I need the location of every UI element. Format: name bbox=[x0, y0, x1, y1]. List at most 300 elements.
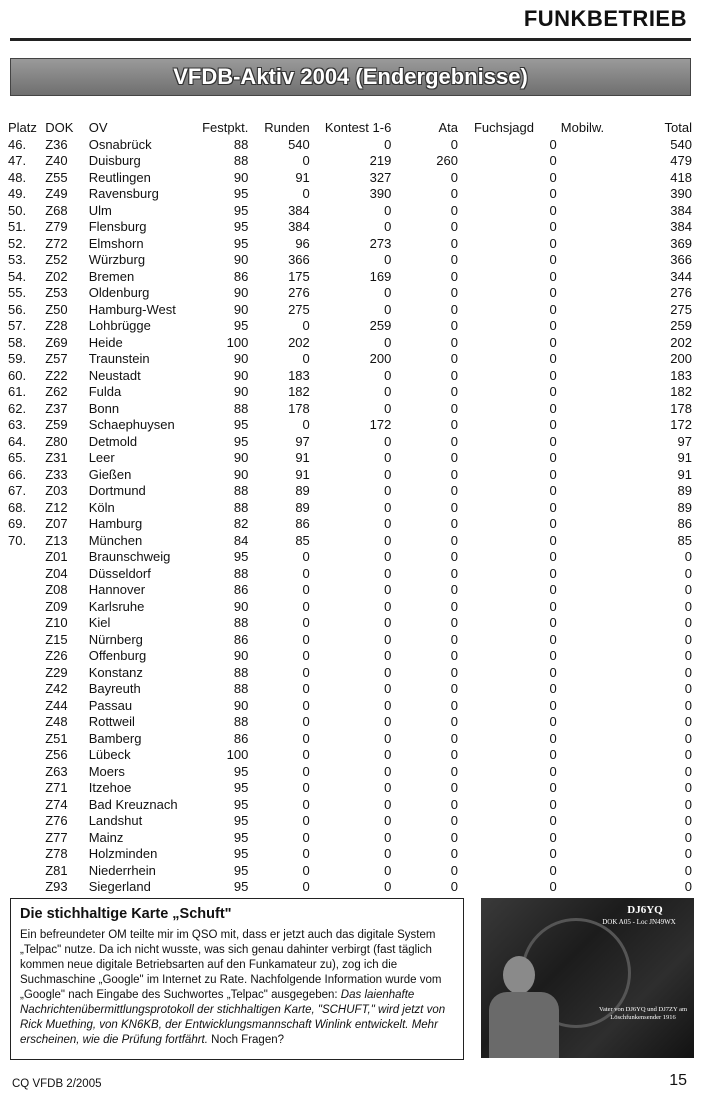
photo-callsign: DJ6YQ bbox=[627, 904, 663, 916]
cell-ata: 0 bbox=[450, 730, 458, 746]
cell-runden: 275 bbox=[288, 301, 310, 317]
cell-festpkt: 88 bbox=[233, 681, 249, 696]
cell-runden: 0 bbox=[302, 714, 310, 729]
cell-ov: Dortmund bbox=[88, 483, 146, 498]
cell-festpkt: 90 bbox=[233, 648, 249, 663]
cell-kontest: 0 bbox=[384, 400, 392, 416]
cell-ov: Reutlingen bbox=[88, 169, 151, 185]
cell-kontest: 0 bbox=[384, 219, 392, 234]
table-row bbox=[8, 285, 692, 302]
cell-kontest: 0 bbox=[384, 433, 392, 449]
cell-platz bbox=[8, 797, 45, 814]
cell-platz: 51. bbox=[8, 219, 27, 234]
cell-platz bbox=[8, 714, 45, 731]
cell-mobilw bbox=[557, 500, 627, 517]
person-body-shape bbox=[489, 992, 559, 1058]
cell-ov: Bremen bbox=[88, 268, 135, 284]
cell-dok: Z57 bbox=[45, 351, 68, 366]
cell-runden: 366 bbox=[288, 252, 310, 267]
cell-fuchsjagd: 0 bbox=[549, 664, 557, 680]
cell-ata: 0 bbox=[450, 400, 458, 416]
cell-platz: 48. bbox=[8, 169, 27, 185]
cell-ata: 0 bbox=[450, 879, 458, 894]
table-row bbox=[8, 665, 692, 682]
cell-festpkt: 95 bbox=[233, 780, 249, 795]
cell-platz: 69. bbox=[8, 516, 27, 531]
cell-mobilw bbox=[557, 302, 627, 319]
cell-dok: Z56 bbox=[45, 747, 68, 762]
cell-ata: 0 bbox=[450, 384, 458, 399]
cell-dok: Z72 bbox=[45, 235, 68, 251]
cell-festpkt: 88 bbox=[233, 664, 249, 680]
cell-ov: Düsseldorf bbox=[88, 565, 151, 581]
cell-mobilw bbox=[557, 846, 627, 863]
cell-runden: 0 bbox=[302, 846, 310, 861]
cell-fuchsjagd: 0 bbox=[549, 450, 557, 465]
cell-festpkt: 90 bbox=[233, 252, 249, 267]
cell-total: 0 bbox=[684, 862, 692, 878]
cell-festpkt: 95 bbox=[233, 862, 249, 878]
cell-mobilw bbox=[557, 665, 627, 682]
cell-mobilw bbox=[557, 351, 627, 368]
cell-dok: Z33 bbox=[45, 466, 68, 482]
cell-dok: Z68 bbox=[45, 202, 68, 218]
cell-ov: München bbox=[88, 532, 143, 548]
cell-total: 0 bbox=[684, 697, 692, 713]
cell-mobilw bbox=[557, 252, 627, 269]
cell-ata: 0 bbox=[450, 169, 458, 185]
cell-total: 0 bbox=[684, 780, 692, 795]
table-row bbox=[8, 714, 692, 731]
cell-total: 384 bbox=[670, 219, 692, 234]
cell-total: 97 bbox=[677, 433, 692, 449]
table-row bbox=[8, 302, 692, 319]
cell-kontest: 0 bbox=[384, 598, 392, 614]
cell-runden: 0 bbox=[302, 796, 310, 812]
cell-ata: 0 bbox=[450, 747, 458, 762]
cell-ov: Duisburg bbox=[88, 153, 141, 168]
column-header-fuchsjagd: Fuchsjagd bbox=[473, 120, 534, 135]
cell-dok: Z09 bbox=[45, 598, 68, 614]
table-row bbox=[8, 599, 692, 616]
cell-ata: 0 bbox=[450, 466, 458, 482]
cell-runden: 0 bbox=[302, 351, 310, 366]
cell-platz bbox=[8, 566, 45, 583]
header-rule bbox=[10, 38, 691, 41]
cell-mobilw bbox=[557, 516, 627, 533]
cell-kontest: 0 bbox=[384, 763, 392, 779]
cell-total: 0 bbox=[684, 796, 692, 812]
cell-festpkt: 95 bbox=[233, 813, 249, 828]
cell-fuchsjagd: 0 bbox=[549, 648, 557, 663]
table-row bbox=[8, 681, 692, 698]
cell-festpkt: 84 bbox=[233, 532, 249, 548]
cell-mobilw bbox=[557, 615, 627, 632]
cell-festpkt: 95 bbox=[233, 879, 249, 894]
cell-ov: Moers bbox=[88, 763, 125, 779]
table-row bbox=[8, 500, 692, 517]
cell-platz: 65. bbox=[8, 450, 27, 465]
cell-mobilw bbox=[557, 219, 627, 236]
table-row bbox=[8, 615, 692, 632]
section-title: FUNKBETRIEB bbox=[523, 6, 687, 31]
cell-runden: 0 bbox=[302, 747, 310, 762]
cell-mobilw bbox=[557, 368, 627, 385]
cell-ov: Niederrhein bbox=[88, 862, 156, 878]
cell-total: 0 bbox=[684, 565, 692, 581]
cell-total: 91 bbox=[677, 450, 692, 465]
cell-platz bbox=[8, 764, 45, 781]
cell-total: 0 bbox=[684, 730, 692, 746]
column-header-mobilw: Mobilw. bbox=[560, 120, 605, 135]
cell-dok: Z29 bbox=[45, 664, 68, 680]
cell-total: 85 bbox=[677, 532, 692, 548]
cell-mobilw bbox=[557, 599, 627, 616]
cell-kontest: 390 bbox=[369, 186, 392, 201]
table-row bbox=[8, 830, 692, 847]
cell-kontest: 0 bbox=[384, 301, 392, 317]
table-row bbox=[8, 417, 692, 434]
table-row bbox=[8, 549, 692, 566]
cell-ata: 0 bbox=[450, 829, 458, 845]
cell-total: 0 bbox=[684, 747, 692, 762]
cell-mobilw bbox=[557, 170, 627, 187]
table-row bbox=[8, 219, 692, 236]
cell-fuchsjagd: 0 bbox=[549, 714, 557, 729]
cell-runden: 0 bbox=[302, 565, 310, 581]
cell-dok: Z55 bbox=[45, 169, 68, 185]
cell-ata: 0 bbox=[450, 796, 458, 812]
cell-platz bbox=[8, 813, 45, 830]
cell-kontest: 0 bbox=[384, 714, 392, 729]
cell-ata: 0 bbox=[450, 367, 458, 383]
cell-mobilw bbox=[557, 747, 627, 764]
cell-platz: 59. bbox=[8, 351, 27, 366]
column-header-dok: DOK bbox=[45, 120, 74, 135]
cell-runden: 86 bbox=[295, 516, 310, 531]
table-row bbox=[8, 269, 692, 286]
cell-ov: Neustadt bbox=[88, 367, 141, 383]
cell-dok: Z31 bbox=[45, 450, 68, 465]
cell-kontest: 0 bbox=[384, 285, 392, 300]
cell-runden: 91 bbox=[295, 450, 310, 465]
cell-runden: 0 bbox=[302, 582, 310, 597]
table-row bbox=[8, 747, 692, 764]
cell-runden: 96 bbox=[295, 235, 310, 251]
cell-ov: Holzminden bbox=[88, 846, 158, 861]
cell-mobilw bbox=[557, 384, 627, 401]
cell-kontest: 273 bbox=[369, 235, 392, 251]
cell-total: 384 bbox=[670, 202, 692, 218]
cell-ata: 0 bbox=[450, 532, 458, 548]
cell-platz bbox=[8, 830, 45, 847]
cell-fuchsjagd: 0 bbox=[549, 285, 557, 300]
column-header-ov: OV bbox=[88, 120, 108, 135]
cell-kontest: 0 bbox=[384, 136, 392, 152]
cell-total: 276 bbox=[670, 285, 692, 300]
cell-runden: 0 bbox=[302, 615, 310, 630]
cell-kontest: 0 bbox=[384, 450, 392, 465]
cell-runden: 0 bbox=[302, 549, 310, 564]
cell-festpkt: 90 bbox=[233, 367, 249, 383]
cell-platz: 70. bbox=[8, 532, 27, 548]
cell-total: 418 bbox=[670, 169, 692, 185]
cell-kontest: 0 bbox=[384, 829, 392, 845]
cell-total: 182 bbox=[670, 384, 692, 399]
cell-platz: 67. bbox=[8, 483, 27, 498]
article-text-normal: Ein befreundeter OM teilte mir im QSO mit, dass er jetzt auch das digitale System „Telpac" nutze. Da ich nicht wusste, was sich genau dahinter verbirgt (fast täglich kommen neue digitale Betriebsarten auf den Funkamateur zu), zog ich die Suchmaschine „Google" im Internet zu Rate. Nachfolgende Information wurde vom „Google" nach Eingabe des Suchwortes „Telpac" ausgegeben: bbox=[20, 929, 442, 1001]
table-row bbox=[8, 384, 692, 401]
cell-fuchsjagd: 0 bbox=[549, 153, 557, 168]
table-row bbox=[8, 731, 692, 748]
cell-ata: 0 bbox=[450, 664, 458, 680]
cell-runden: 91 bbox=[295, 169, 310, 185]
cell-runden: 0 bbox=[302, 598, 310, 614]
cell-ov: Ravensburg bbox=[88, 186, 159, 201]
footer-publication: CQ VFDB 2/2005 bbox=[12, 1078, 102, 1090]
cell-kontest: 259 bbox=[369, 318, 392, 333]
cell-dok: Z62 bbox=[45, 384, 68, 399]
cell-platz: 58. bbox=[8, 334, 27, 350]
cell-dok: Z04 bbox=[45, 565, 68, 581]
article-text-end: Noch Fragen? bbox=[207, 1034, 285, 1046]
cell-total: 0 bbox=[684, 582, 692, 597]
cell-runden: 0 bbox=[302, 730, 310, 746]
cell-kontest: 0 bbox=[384, 252, 392, 267]
cell-fuchsjagd: 0 bbox=[549, 565, 557, 581]
cell-festpkt: 86 bbox=[233, 268, 249, 284]
cell-festpkt: 90 bbox=[233, 450, 249, 465]
cell-fuchsjagd: 0 bbox=[549, 499, 557, 515]
table-row bbox=[8, 401, 692, 418]
cell-fuchsjagd: 0 bbox=[549, 681, 557, 696]
cell-total: 344 bbox=[670, 268, 692, 284]
cell-kontest: 0 bbox=[384, 516, 392, 531]
cell-ata: 0 bbox=[450, 780, 458, 795]
cell-ov: Leer bbox=[88, 450, 115, 465]
table-row bbox=[8, 813, 692, 830]
table-row bbox=[8, 582, 692, 599]
cell-platz bbox=[8, 780, 45, 797]
table-row bbox=[8, 335, 692, 352]
cell-dok: Z44 bbox=[45, 697, 68, 713]
cell-festpkt: 95 bbox=[233, 549, 249, 564]
cell-dok: Z15 bbox=[45, 631, 68, 647]
table-row bbox=[8, 797, 692, 814]
cell-festpkt: 90 bbox=[233, 285, 249, 300]
cell-kontest: 0 bbox=[384, 879, 392, 894]
cell-ov: Würzburg bbox=[88, 252, 146, 267]
cell-ov: Kiel bbox=[88, 615, 111, 630]
cell-fuchsjagd: 0 bbox=[549, 417, 557, 432]
cell-ov: Bayreuth bbox=[88, 681, 141, 696]
cell-runden: 384 bbox=[288, 202, 310, 218]
photo-subline: DOK A05 - Loc JN49WX bbox=[602, 918, 676, 926]
cell-ov: Gießen bbox=[88, 466, 132, 482]
cell-festpkt: 100 bbox=[226, 334, 249, 350]
cell-ov: Lübeck bbox=[88, 747, 131, 762]
cell-fuchsjagd: 0 bbox=[549, 730, 557, 746]
article-title: Die stichhaltige Karte „Schuft" bbox=[20, 906, 232, 922]
cell-mobilw bbox=[557, 401, 627, 418]
cell-platz bbox=[8, 863, 45, 880]
cell-fuchsjagd: 0 bbox=[549, 301, 557, 317]
table-row bbox=[8, 318, 692, 335]
cell-platz bbox=[8, 648, 45, 665]
table-row bbox=[8, 186, 692, 203]
cell-dok: Z37 bbox=[45, 400, 68, 416]
cell-fuchsjagd: 0 bbox=[549, 631, 557, 647]
cell-runden: 0 bbox=[302, 153, 310, 168]
cell-dok: Z42 bbox=[45, 681, 68, 696]
cell-kontest: 0 bbox=[384, 730, 392, 746]
cell-mobilw bbox=[557, 830, 627, 847]
cell-platz bbox=[8, 747, 45, 764]
cell-festpkt: 95 bbox=[233, 186, 249, 201]
cell-dok: Z12 bbox=[45, 499, 68, 515]
cell-runden: 0 bbox=[302, 813, 310, 828]
cell-festpkt: 90 bbox=[233, 351, 249, 366]
table-row bbox=[8, 203, 692, 220]
cell-kontest: 0 bbox=[384, 796, 392, 812]
cell-platz: 46. bbox=[8, 136, 27, 152]
cell-festpkt: 88 bbox=[233, 565, 249, 581]
cell-festpkt: 90 bbox=[233, 466, 249, 482]
cell-festpkt: 90 bbox=[233, 384, 249, 399]
cell-kontest: 0 bbox=[384, 565, 392, 581]
cell-ata: 0 bbox=[450, 714, 458, 729]
cell-total: 86 bbox=[677, 516, 692, 531]
table-row bbox=[8, 764, 692, 781]
cell-festpkt: 88 bbox=[233, 400, 249, 416]
cell-mobilw bbox=[557, 285, 627, 302]
cell-mobilw bbox=[557, 731, 627, 748]
cell-total: 0 bbox=[684, 631, 692, 647]
cell-mobilw bbox=[557, 813, 627, 830]
column-header-kontest: Kontest 1-6 bbox=[324, 120, 392, 135]
cell-festpkt: 88 bbox=[233, 714, 249, 729]
cell-ata: 0 bbox=[450, 648, 458, 663]
table-row bbox=[8, 450, 692, 467]
cell-total: 0 bbox=[684, 846, 692, 861]
table-row bbox=[8, 698, 692, 715]
cell-ov: Bamberg bbox=[88, 730, 142, 746]
cell-ov: Karlsruhe bbox=[88, 598, 145, 614]
cell-platz: 49. bbox=[8, 186, 27, 201]
cell-kontest: 0 bbox=[384, 483, 392, 498]
cell-kontest: 0 bbox=[384, 697, 392, 713]
cell-runden: 85 bbox=[295, 532, 310, 548]
cell-ov: Konstanz bbox=[88, 664, 143, 680]
cell-runden: 276 bbox=[288, 285, 310, 300]
cell-runden: 384 bbox=[288, 219, 310, 234]
cell-dok: Z01 bbox=[45, 549, 68, 564]
cell-mobilw bbox=[557, 269, 627, 286]
table-row bbox=[8, 632, 692, 649]
cell-mobilw bbox=[557, 632, 627, 649]
cell-ata: 0 bbox=[450, 219, 458, 234]
cell-platz bbox=[8, 665, 45, 682]
cell-mobilw bbox=[557, 137, 627, 154]
table-row bbox=[8, 153, 692, 170]
cell-mobilw bbox=[557, 186, 627, 203]
cell-kontest: 0 bbox=[384, 549, 392, 564]
cell-ov: Lohbrügge bbox=[88, 318, 151, 333]
cell-fuchsjagd: 0 bbox=[549, 334, 557, 350]
cell-platz bbox=[8, 846, 45, 863]
cell-festpkt: 86 bbox=[233, 730, 249, 746]
cell-festpkt: 95 bbox=[233, 433, 249, 449]
cell-platz: 68. bbox=[8, 499, 27, 515]
cell-kontest: 0 bbox=[384, 615, 392, 630]
cell-mobilw bbox=[557, 153, 627, 170]
cell-dok: Z08 bbox=[45, 582, 68, 597]
cell-festpkt: 88 bbox=[233, 136, 249, 152]
cell-festpkt: 90 bbox=[233, 169, 249, 185]
cell-dok: Z50 bbox=[45, 301, 68, 317]
cell-dok: Z40 bbox=[45, 153, 68, 168]
table-row bbox=[8, 236, 692, 253]
cell-kontest: 172 bbox=[369, 417, 392, 432]
cell-total: 0 bbox=[684, 681, 692, 696]
cell-ata: 0 bbox=[450, 516, 458, 531]
cell-ata: 0 bbox=[450, 351, 458, 366]
cell-total: 202 bbox=[670, 334, 692, 350]
cell-runden: 0 bbox=[302, 664, 310, 680]
cell-total: 89 bbox=[677, 483, 692, 498]
cell-ata: 0 bbox=[450, 846, 458, 861]
cell-festpkt: 88 bbox=[233, 499, 249, 515]
cell-total: 390 bbox=[670, 186, 692, 201]
cell-runden: 0 bbox=[302, 318, 310, 333]
cell-mobilw bbox=[557, 780, 627, 797]
cell-ov: Elmshorn bbox=[88, 235, 144, 251]
cell-festpkt: 82 bbox=[233, 516, 249, 531]
cell-dok: Z52 bbox=[45, 252, 68, 267]
column-header-runden: Runden bbox=[264, 120, 310, 135]
table-row bbox=[8, 863, 692, 880]
cell-mobilw bbox=[557, 797, 627, 814]
cell-platz: 66. bbox=[8, 466, 27, 482]
cell-dok: Z02 bbox=[45, 268, 68, 284]
cell-kontest: 0 bbox=[384, 384, 392, 399]
cell-fuchsjagd: 0 bbox=[549, 796, 557, 812]
cell-fuchsjagd: 0 bbox=[549, 532, 557, 548]
cell-fuchsjagd: 0 bbox=[549, 318, 557, 333]
cell-platz: 54. bbox=[8, 268, 27, 284]
cell-runden: 178 bbox=[288, 400, 310, 416]
schuft-article-box bbox=[10, 898, 464, 1060]
table-row bbox=[8, 170, 692, 187]
cell-ov: Osnabrück bbox=[88, 136, 152, 152]
cell-total: 200 bbox=[670, 351, 692, 366]
cell-platz bbox=[8, 632, 45, 649]
cell-mobilw bbox=[557, 549, 627, 566]
cell-ata: 0 bbox=[450, 862, 458, 878]
cell-dok: Z74 bbox=[45, 796, 68, 812]
cell-dok: Z49 bbox=[45, 186, 68, 201]
cell-runden: 0 bbox=[302, 829, 310, 845]
cell-fuchsjagd: 0 bbox=[549, 400, 557, 416]
cell-dok: Z03 bbox=[45, 483, 68, 498]
cell-total: 540 bbox=[670, 136, 692, 152]
cell-mobilw bbox=[557, 582, 627, 599]
cell-festpkt: 90 bbox=[233, 301, 249, 317]
cell-ov: Traunstein bbox=[88, 351, 150, 366]
cell-festpkt: 95 bbox=[233, 235, 249, 251]
cell-ata: 0 bbox=[450, 813, 458, 828]
cell-mobilw bbox=[557, 714, 627, 731]
